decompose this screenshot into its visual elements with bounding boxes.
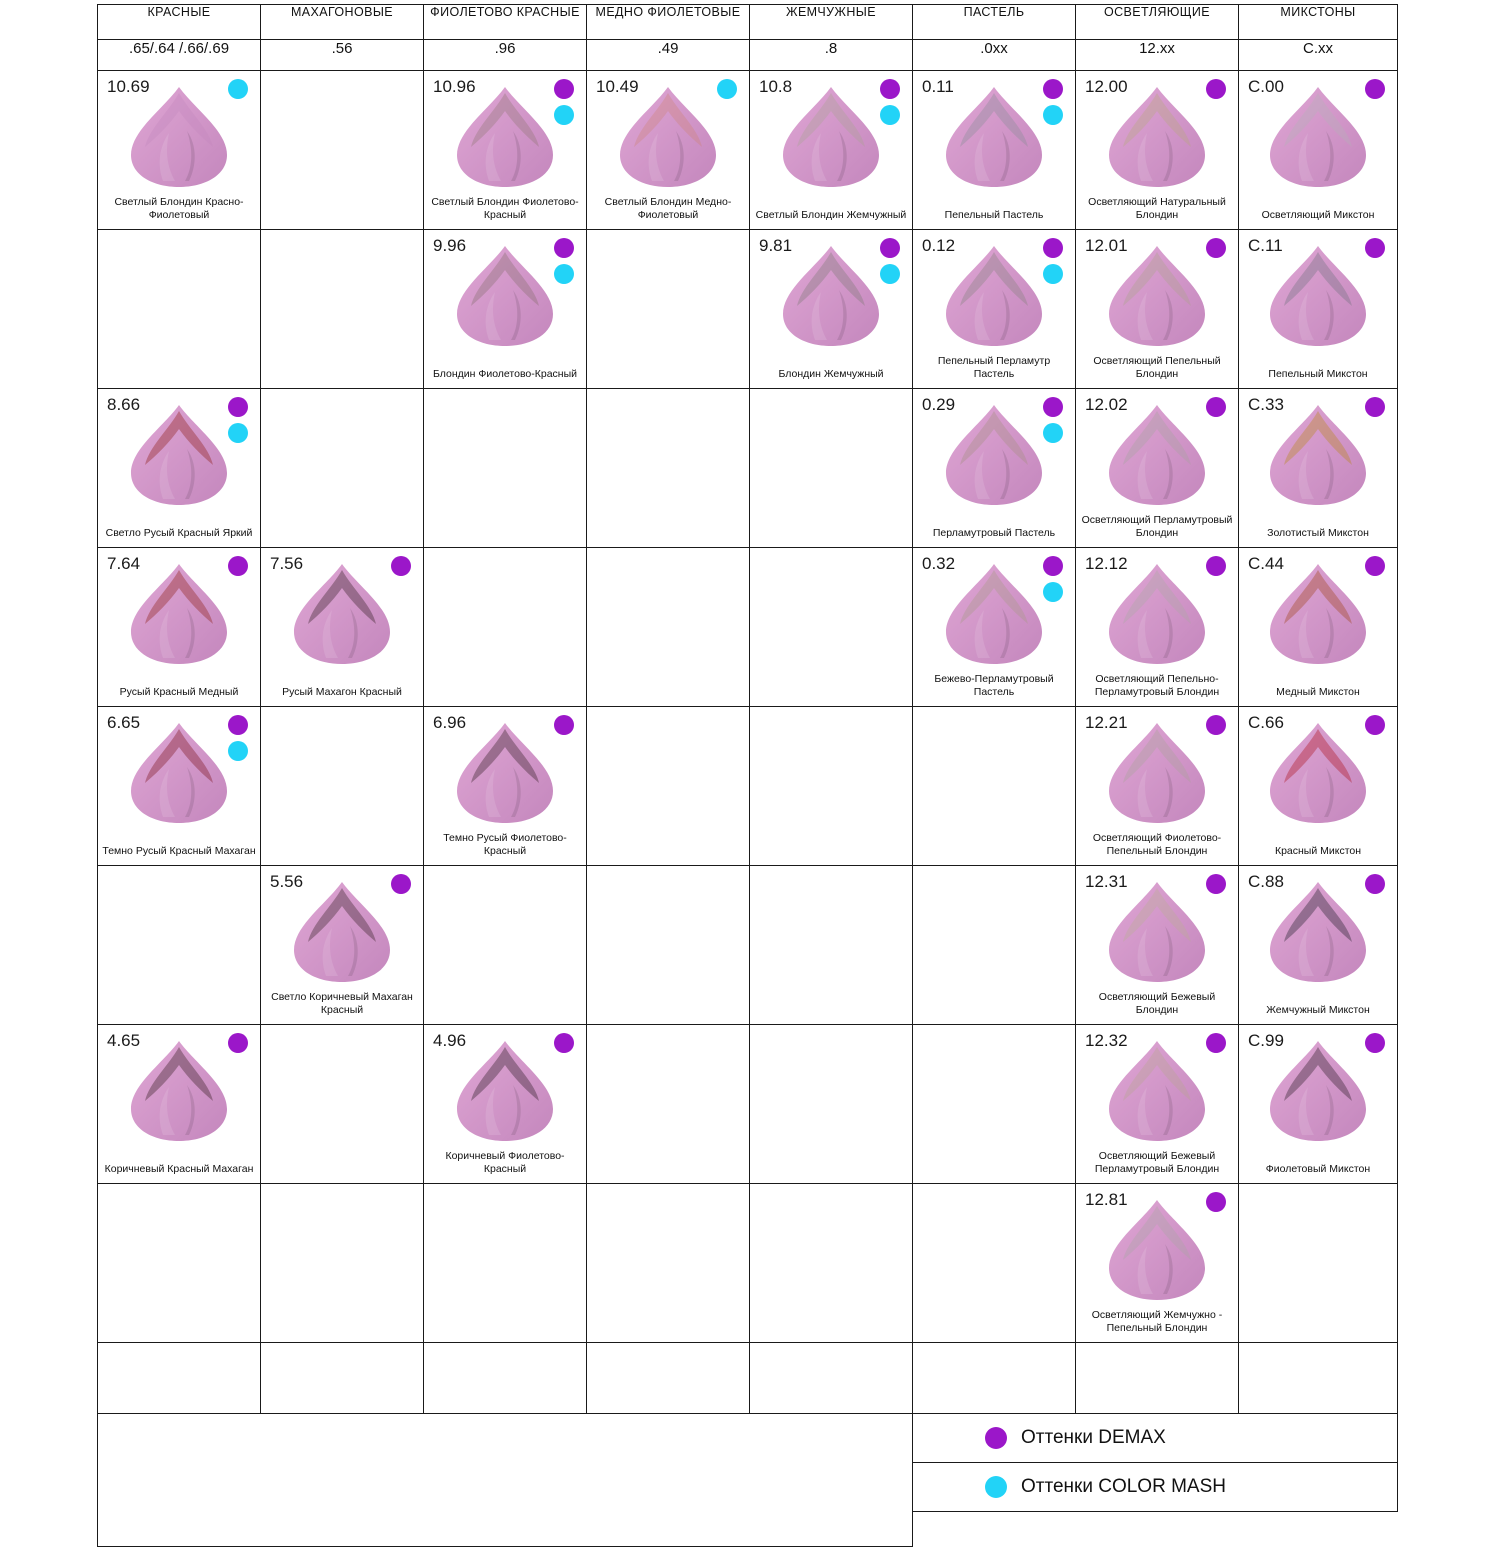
shade-code: 10.69 [107,77,150,96]
empty-cell [913,866,1076,1025]
shade-name: Фиолетовый Микстон [1265,1163,1371,1176]
shade-cell[interactable] [913,71,1076,230]
empty-cell [913,1343,1076,1414]
hair-swatch-icon [1262,1039,1374,1143]
empty-cell [587,1025,750,1184]
empty-cell [98,230,261,389]
hair-swatch-icon [1101,562,1213,666]
shade-code: C.88 [1248,872,1284,891]
hair-swatch-icon [123,403,235,507]
shade-cell[interactable] [913,548,1076,707]
legend-row-mash [913,1463,1398,1512]
shade-code: 12.31 [1085,872,1128,891]
shade-name: Медный Микстон [1276,686,1360,699]
demax-dot-icon [985,1427,1007,1449]
hair-swatch-icon [449,244,561,348]
empty-cell [750,707,913,866]
hair-swatch-icon [286,562,398,666]
shade-cell[interactable] [1076,1184,1239,1343]
shade-code: 10.96 [433,77,476,96]
shade-code: 7.56 [270,554,304,573]
color-mash-dot-icon [985,1476,1007,1498]
empty-cell [913,1025,1076,1184]
shade-name: Пепельный Пастель [944,209,1044,222]
empty-cell [424,389,587,548]
hair-swatch-icon [938,85,1050,189]
hair-swatch-icon [938,244,1050,348]
shade-code: 8.66 [107,395,141,414]
shade-name: Пепельный Перламутр Пастель [937,354,1051,381]
column-code-7: 12.xx [1076,40,1239,71]
shade-name: Красный Микстон [1274,845,1362,858]
shade-code: C.99 [1248,1031,1284,1050]
shade-cell[interactable] [1239,548,1398,707]
shade-code: C.00 [1248,77,1284,96]
empty-cell [261,1025,424,1184]
shade-code: 12.81 [1085,1190,1128,1209]
shade-cell[interactable] [261,866,424,1025]
empty-cell [1239,1343,1398,1414]
shade-code: 12.32 [1085,1031,1128,1050]
shade-cell[interactable] [1076,230,1239,389]
column-code-8: C.xx [1239,40,1398,71]
empty-cell [750,1184,913,1343]
shade-code: 9.81 [759,236,793,255]
shade-name: Жемчужный Микстон [1266,1004,1370,1017]
shade-cell[interactable] [261,548,424,707]
hair-swatch-icon [286,880,398,984]
shade-name: Пепельный Микстон [1268,368,1368,381]
hair-swatch-icon [123,721,235,825]
shade-name: Русый Красный Медный [119,686,239,699]
shade-code: C.44 [1248,554,1284,573]
shade-code: 4.96 [433,1031,467,1050]
shade-name: Коричневый Фиолетово-Красный [445,1149,565,1176]
shade-cell[interactable] [98,389,261,548]
shade-cell[interactable] [913,230,1076,389]
shade-name: Темно Русый Фиолетово-Красный [443,831,567,858]
empty-cell [587,1343,750,1414]
hair-swatch-icon [1101,1198,1213,1302]
shade-name: Светлый Блондин Красно-Фиолетовый [114,195,244,222]
legend-label: Оттенки COLOR MASH [1021,1476,1226,1497]
hair-swatch-icon [1101,1039,1213,1143]
shade-code: C.11 [1248,236,1283,255]
empty-cell [424,1184,587,1343]
empty-cell [98,866,261,1025]
shade-name: Перламутровый Пастель [932,527,1056,540]
shade-code: 6.65 [107,713,141,732]
shade-code: 0.29 [922,395,956,414]
empty-cell [98,1343,261,1414]
hair-swatch-icon [1101,244,1213,348]
shade-cell[interactable] [98,1025,261,1184]
shade-name: Светлый Блондин Фиолетово-Красный [431,195,579,222]
shade-name: Светло Коричневый Махаган Красный [271,990,413,1017]
shade-code: 12.01 [1085,236,1128,255]
shade-name: Золотистый Микстон [1267,527,1369,540]
column-code-6: .0xx [913,40,1076,71]
empty-cell [424,548,587,707]
column-header-8: МИКСТОНЫ [1239,5,1398,40]
column-header-4: МЕДНО ФИОЛЕТОВЫЕ [587,5,750,40]
shade-cell[interactable] [913,389,1076,548]
shade-name: Русый Махагон Красный [282,686,402,699]
hair-swatch-icon [938,403,1050,507]
shade-cell[interactable] [587,71,750,230]
shade-name: Бежево-Перламутровый Пастель [934,672,1054,699]
shade-cell[interactable] [424,230,587,389]
empty-cell [913,1512,1398,1547]
empty-cell [750,866,913,1025]
column-header-6: ПАСТЕЛЬ [913,5,1076,40]
column-header-3: ФИОЛЕТОВО КРАСНЫЕ [424,5,587,40]
hair-swatch-icon [1101,880,1213,984]
shade-cell[interactable] [1076,866,1239,1025]
empty-cell [750,548,913,707]
shade-cell[interactable] [1076,1025,1239,1184]
hair-swatch-icon [1262,85,1374,189]
empty-cell [750,389,913,548]
shade-cell[interactable] [1076,389,1239,548]
shade-cell[interactable] [424,707,587,866]
hair-swatch-icon [1262,562,1374,666]
empty-cell [1239,1184,1398,1343]
hair-swatch-icon [1101,721,1213,825]
empty-cell [750,1343,913,1414]
shade-chart-table [97,4,1398,1547]
shade-cell[interactable] [1239,71,1398,230]
column-code-1: .65/.64 /.66/.69 [98,40,261,71]
hair-swatch-icon [1101,403,1213,507]
shade-name: Осветляющий Натуральный Блондин [1088,195,1226,222]
hair-swatch-icon [123,1039,235,1143]
column-header-5: ЖЕМЧУЖНЫЕ [750,5,913,40]
hair-swatch-icon [123,562,235,666]
shade-code: 7.64 [107,554,141,573]
shade-name: Осветляющий Бежевый Блондин [1098,990,1216,1017]
shade-name: Осветляющий Микстон [1261,209,1375,222]
empty-cell [913,707,1076,866]
shade-cell[interactable] [750,230,913,389]
shade-name: Светлый Блондин Жемчужный [755,209,907,222]
shade-name: Коричневый Красный Махаган [104,1163,254,1176]
legend-spacer [98,1414,913,1463]
shade-name: Блондин Фиолетово-Красный [432,368,578,381]
empty-cell [587,707,750,866]
shade-name: Осветляющий Перламутровый Блондин [1081,513,1233,540]
shade-cell[interactable] [1076,71,1239,230]
shade-code: 12.02 [1085,395,1128,414]
shade-code: 0.11 [922,77,954,96]
empty-cell [913,1184,1076,1343]
empty-cell [1076,1343,1239,1414]
shade-code: 10.8 [759,77,793,96]
shade-name: Осветляющий Пепельный Блондин [1093,354,1221,381]
column-code-4: .49 [587,40,750,71]
shade-cell[interactable] [98,71,261,230]
legend-label: Оттенки DEMAX [1021,1427,1166,1448]
empty-cell [750,1025,913,1184]
shade-code: 12.21 [1085,713,1128,732]
shade-code: 12.12 [1085,554,1128,573]
column-header-7: ОСВЕТЛЯЮЩИЕ [1076,5,1239,40]
empty-cell [261,1343,424,1414]
shade-name: Осветляющий Фиолетово-Пепельный Блондин [1092,831,1222,858]
shade-code: 4.65 [107,1031,141,1050]
empty-cell [424,866,587,1025]
shade-name: Светлый Блондин Медно-Фиолетовый [604,195,732,222]
shade-code: 12.00 [1085,77,1128,96]
empty-cell [98,1184,261,1343]
shade-code: C.33 [1248,395,1284,414]
shade-code: 9.96 [433,236,467,255]
shade-code: 10.49 [596,77,639,96]
empty-cell [261,707,424,866]
shade-code: 0.12 [922,236,956,255]
column-header-1: КРАСНЫЕ [98,5,261,40]
shade-code: 6.96 [433,713,467,732]
empty-cell [261,1184,424,1343]
hair-swatch-icon [612,85,724,189]
shade-cell[interactable] [1239,707,1398,866]
hair-swatch-icon [775,85,887,189]
hair-swatch-icon [123,85,235,189]
hair-swatch-icon [449,1039,561,1143]
hair-swatch-icon [449,85,561,189]
shade-cell[interactable] [1239,230,1398,389]
shade-cell[interactable] [98,707,261,866]
shade-cell[interactable] [1239,1025,1398,1184]
shade-cell[interactable] [98,548,261,707]
empty-cell [587,866,750,1025]
empty-cell [98,1512,913,1547]
column-code-3: .96 [424,40,587,71]
legend-spacer [98,1463,913,1512]
shade-name: Осветляющий Жемчужно - Пепельный Блондин [1091,1308,1223,1335]
shade-cell[interactable] [750,71,913,230]
empty-cell [587,1184,750,1343]
shade-code: 5.56 [270,872,304,891]
shade-cell[interactable] [1076,707,1239,866]
shade-name: Осветляющий Бежевый Перламутровый Блондин [1094,1149,1220,1176]
hair-swatch-icon [938,562,1050,666]
shade-name: Блондин Жемчужный [778,368,884,381]
shade-cell[interactable] [424,71,587,230]
column-header-2: МАХАГОНОВЫЕ [261,5,424,40]
empty-cell [587,389,750,548]
shade-name: Светло Русый Красный Яркий [105,527,253,540]
hair-swatch-icon [775,244,887,348]
hair-swatch-icon [1262,880,1374,984]
shade-cell[interactable] [1076,548,1239,707]
empty-cell [261,71,424,230]
empty-cell [261,230,424,389]
empty-cell [587,548,750,707]
empty-cell [587,230,750,389]
hair-swatch-icon [449,721,561,825]
hair-swatch-icon [1262,244,1374,348]
column-code-2: .56 [261,40,424,71]
shade-cell[interactable] [424,1025,587,1184]
shade-cell[interactable] [1239,389,1398,548]
shade-name: Осветляющий Пепельно-Перламутровый Блондин [1094,672,1220,699]
shade-name: Темно Русый Красный Махаган [102,845,256,858]
column-code-5: .8 [750,40,913,71]
shade-cell[interactable] [1239,866,1398,1025]
shade-code: 0.32 [922,554,956,573]
hair-swatch-icon [1262,721,1374,825]
empty-cell [261,389,424,548]
shade-code: C.66 [1248,713,1284,732]
hair-swatch-icon [1101,85,1213,189]
legend-row-demax [913,1414,1398,1463]
empty-cell [424,1343,587,1414]
hair-swatch-icon [1262,403,1374,507]
